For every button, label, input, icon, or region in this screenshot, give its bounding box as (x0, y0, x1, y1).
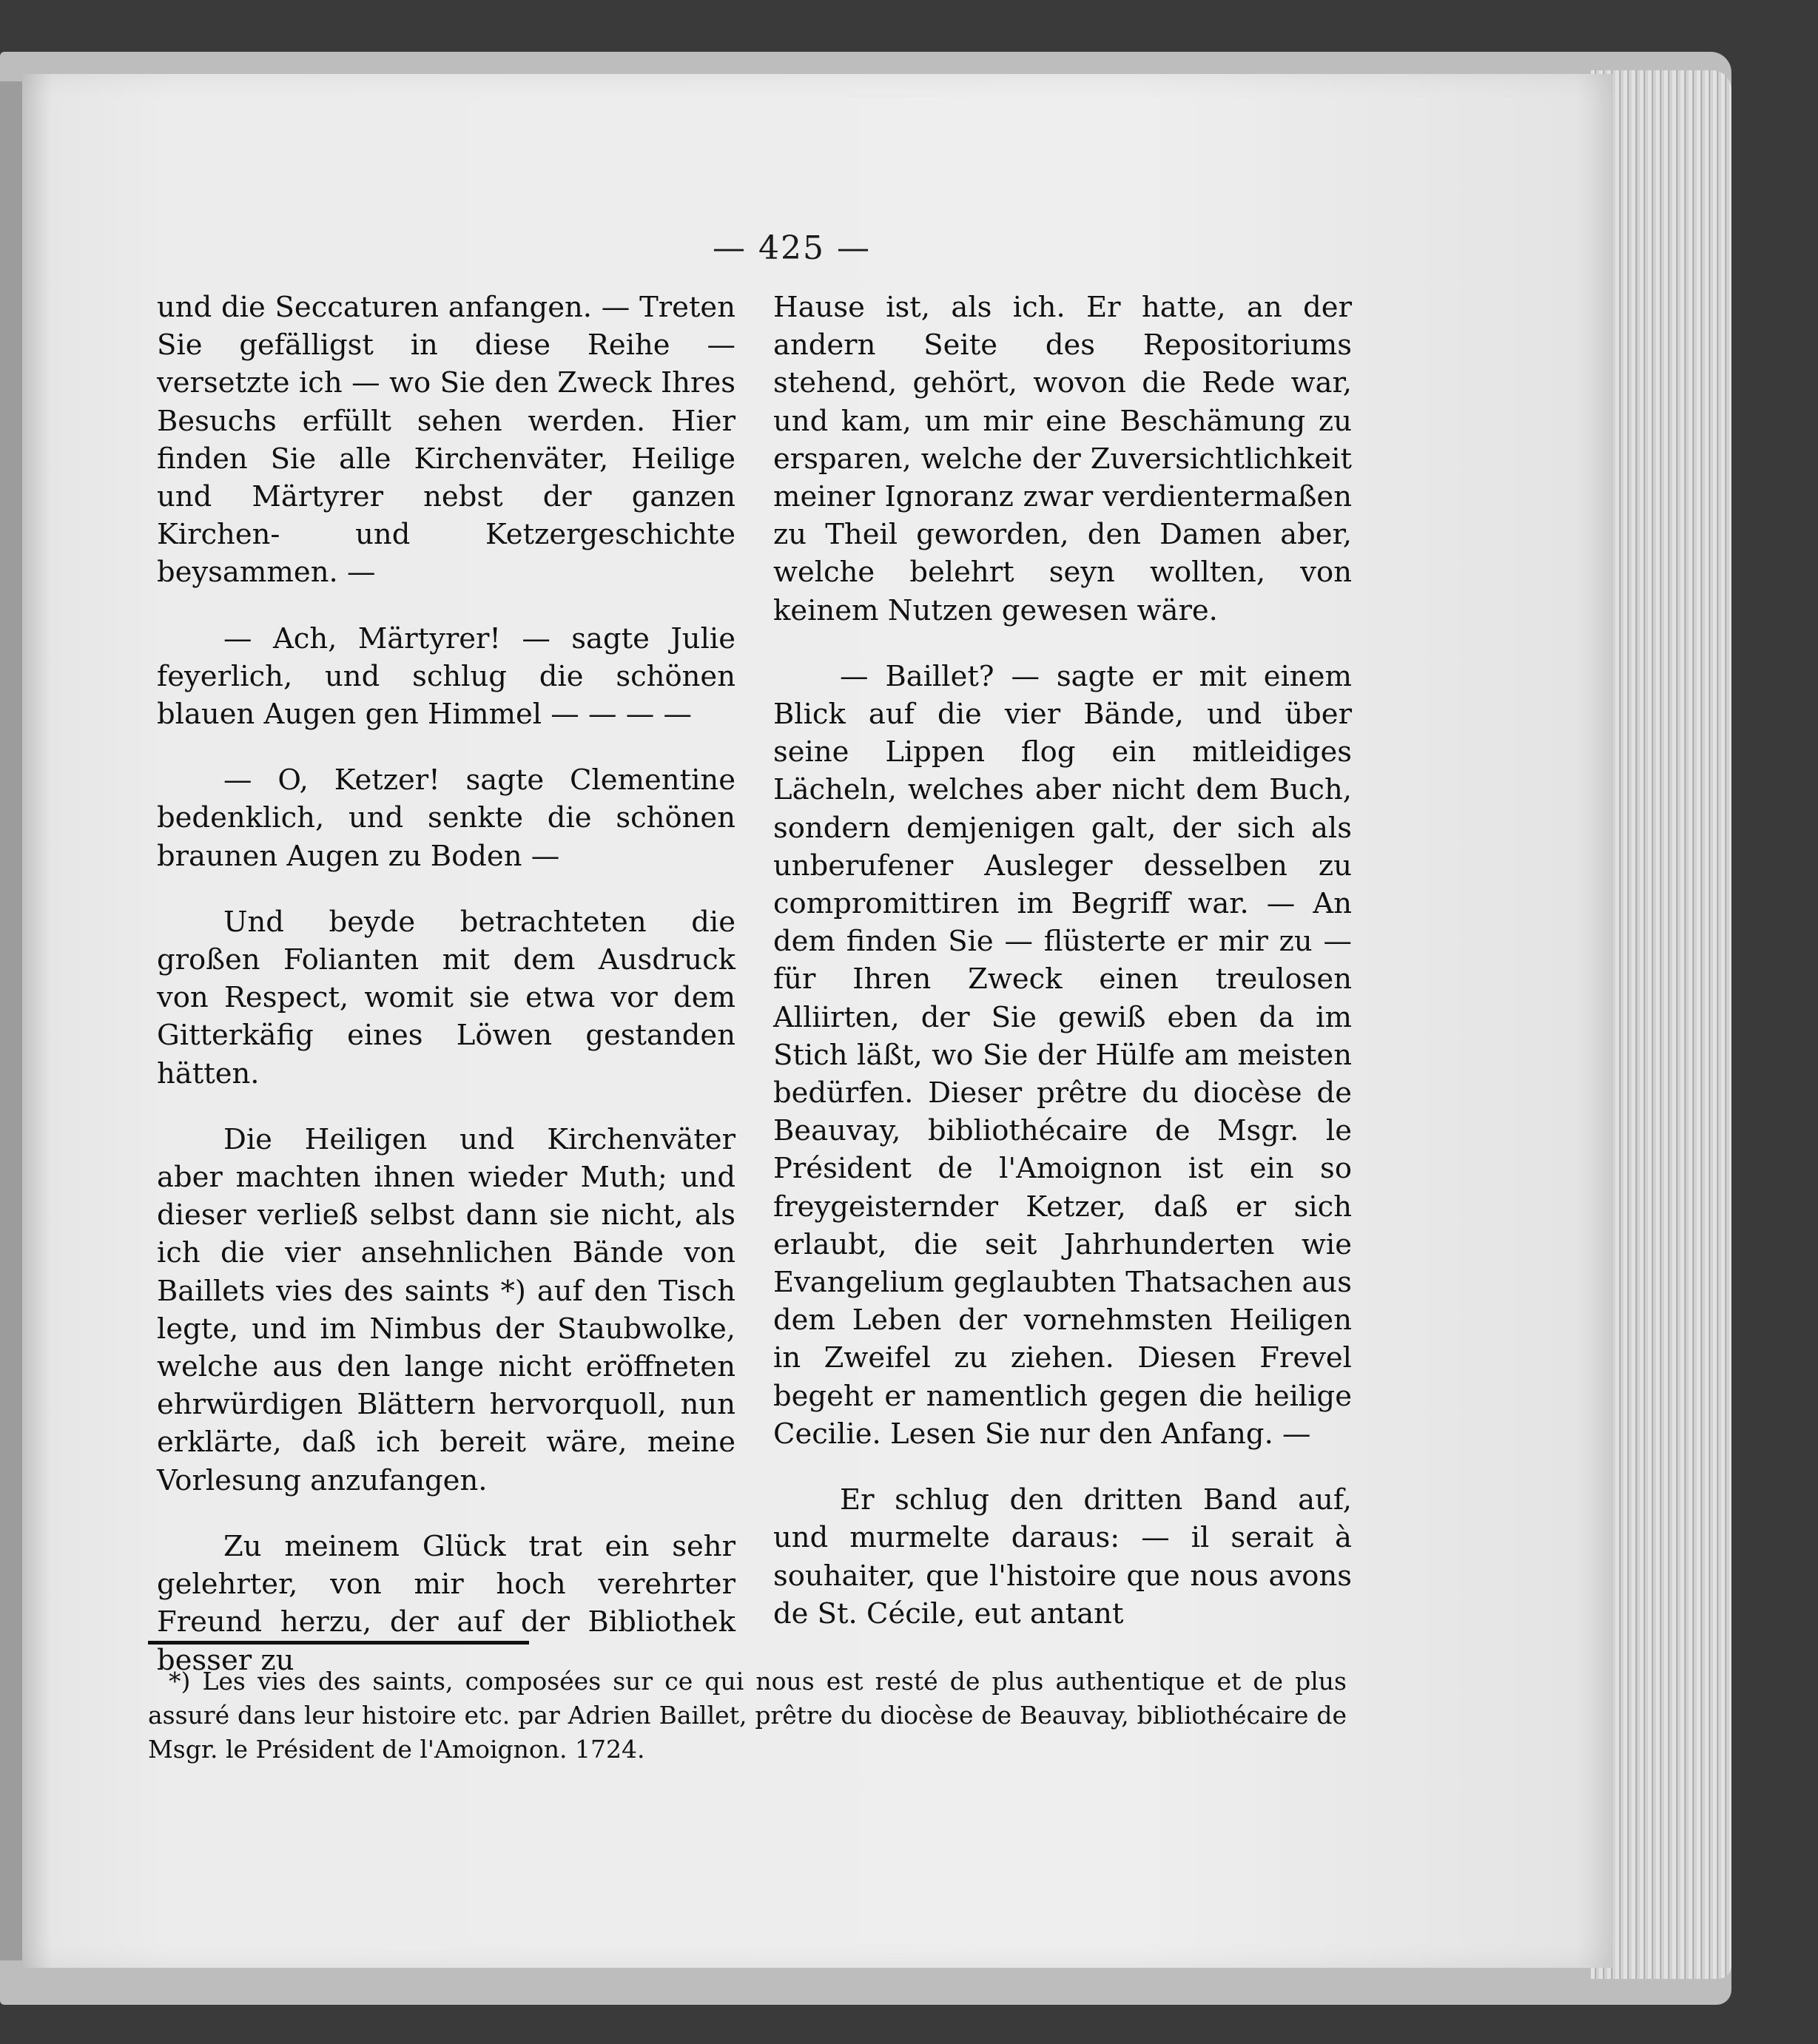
paragraph: — Ach, Märtyrer! — sagte Julie feyerlich, und schlug die schönen blauen Augen gen Himmel — — — — (157, 621, 735, 732)
paragraph: Er schlug den dritten Band auf, und murmelte daraus: — il serait à souhaiter, que l'histoire que nous avons de St. Cécile, eut antant (773, 1483, 1352, 1630)
footnote-rule (148, 1641, 529, 1645)
paragraph: und die Seccaturen anfangen. — Treten Sie gefälligst in diese Reihe — versetzte ich — wo Sie den Zweck Ihres Besuchs erfüllt sehen werden. Hier finden Sie alle Kirchenväter, Heilige und Märtyrer nebst der ganzen Kirchen- und Ketzergeschichte beysammen. — (157, 291, 735, 590)
paragraph: Zu meinem Glück trat ein sehr gelehrter, von mir hoch verehrter Freund herzu, der auf der Bibliothek besser zu (157, 1529, 735, 1677)
left-column (157, 289, 735, 1679)
paragraph: Und beyde betrachteten die großen Folianten mit dem Ausdruck von Respect, womit sie etwa vor dem Gitterkäfig eines Löwen gestanden hätten. (157, 905, 735, 1090)
facing-page-edge (0, 81, 24, 1960)
paragraph: Hause ist, als ich. Er hatte, an der andern Seite des Repositoriums stehend, gehört, wovon die Rede war, und kam, um mir eine Beschämung zu ersparen, welche der Zuversichtlichkeit meiner Ignoranz zwar verdientermaßen zu Theil geworden, den Damen aber, welche belehrt seyn wollten, von keinem Nutzen gewesen wäre. (773, 291, 1352, 627)
footnote-text: *) Les vies des saints, composées sur ce qui nous est resté de plus authentique et de plus assuré dans leur histoire etc. par Adrien Baillet, prêtre du diocèse de Beauvay, bibliothécaire de Msgr. le Président de l'Amoignon. 1724. (148, 1667, 1347, 1764)
page-number: — 425 — (713, 229, 871, 267)
right-column (773, 289, 1352, 1633)
paragraph: — Baillet? — sagte er mit einem Blick auf die vier Bände, und über seine Lippen flog ein mitleidiges Lächeln, welches aber nicht dem Buch, sondern demjenigen galt, der sich als unberufener Ausleger desselben zu compromittiren im Begriff war. — An dem finden Sie — flüsterte er mir zu — für Ihren Zweck einen treulosen Alliirten, der Sie gewiß eben da im Stich läßt, wo Sie der Hülfe am meisten bedürfen. Dieser prêtre du diocèse de Beauvay, bibliothécaire de Msgr. le Président de l'Amoignon ist ein so freygeisternder Ketzer, daß er sich erlaubt, die seit Jahrhunderten wie Evangelium geglaubten Thatsachen aus dem Leben der vornehmsten Heiligen in Zweifel zu ziehen. Diesen Frevel begeht er namentlich gegen die heilige Cecilie. Lesen Sie nur den Anfang. — (773, 659, 1352, 1451)
paragraph: Die Heiligen und Kirchenväter aber machten ihnen wieder Muth; und dieser verließ selbst dann sie nicht, als ich die vier ansehnlichen Bände von Baillets vies des saints *) auf den Tisch legte, und im Nimbus der Staubwolke, welche aus den lange nicht eröffneten ehrwürdigen Blättern hervorquoll, nun erklärte, daß ich bereit wäre, meine Vorlesung anzufangen. (157, 1122, 735, 1497)
paragraph: — O, Ketzer! sagte Clementine bedenklich, und senkte die schönen braunen Augen zu Boden — (157, 763, 735, 873)
footnote (148, 1664, 1347, 1767)
